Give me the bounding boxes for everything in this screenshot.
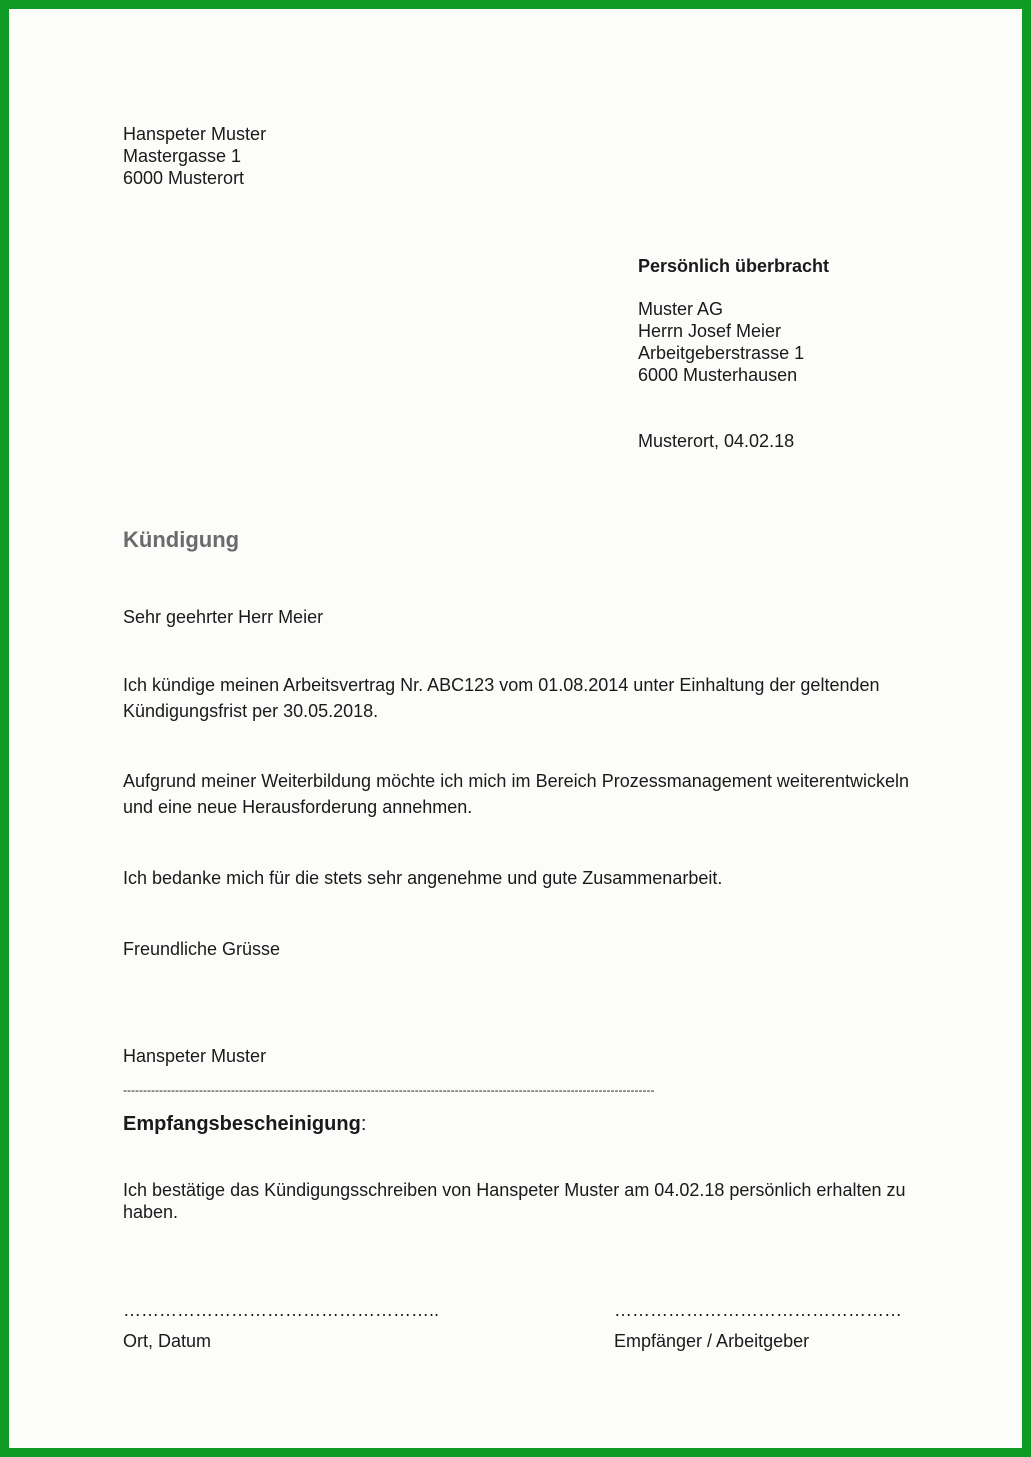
sender-address: [123, 123, 266, 189]
recipient-contact: Herrn Josef Meier: [638, 321, 782, 341]
delivery-note: Persönlich überbracht: [638, 256, 830, 276]
employer-signature-dots: …………………………………………: [614, 1300, 902, 1320]
date-signature-label: Ort, Datum: [123, 1331, 212, 1351]
sender-city: 6000 Musterort: [123, 168, 245, 188]
recipient-city: 6000 Musterhausen: [638, 365, 798, 385]
recipient-address: [638, 298, 804, 386]
receipt-text: Ich bestätige das Kündigungsschreiben von Hanspeter Muster am 04.02.18 persönlich erhalten zu haben.: [123, 1180, 906, 1222]
receipt-title: [123, 1112, 366, 1136]
salutation: Sehr geehrter Herr Meier: [123, 607, 324, 627]
paragraph-reason: Aufgrund meiner Weiterbildung möchte ich mich im Bereich Prozessmanagement weiterentwickeln und eine neue Herausforderung annehmen.: [123, 771, 909, 817]
paragraph-termination: Ich kündige meinen Arbeitsvertrag Nr. ABC123 vom 01.08.2014 unter Einhaltung der geltenden Kündigungsfrist per 30.05.2018.: [123, 675, 880, 721]
separator-line: -------------------------------------------------------------------------------------------------------------------------------------: [123, 1083, 655, 1097]
receipt-title-text: Empfangsbescheinigung: [123, 1113, 361, 1135]
subject-heading: Kündigung: [123, 527, 240, 552]
employer-signature-label: Empfänger / Arbeitgeber: [614, 1331, 810, 1351]
sender-name: Hanspeter Muster: [123, 124, 267, 144]
receipt-title-colon: :: [360, 1113, 367, 1135]
recipient-street: Arbeitgeberstrasse 1: [638, 343, 805, 363]
closing: Freundliche Grüsse: [123, 939, 281, 959]
recipient-company: Muster AG: [638, 299, 724, 319]
paragraph-thanks: Ich bedanke mich für die stets sehr angenehme und gute Zusammenarbeit.: [123, 868, 723, 888]
signature-name: Hanspeter Muster: [123, 1046, 267, 1066]
date-signature-dots: ……………………………………………..: [123, 1300, 440, 1320]
place-date: Musterort, 04.02.18: [638, 431, 795, 451]
sender-street: Mastergasse 1: [123, 146, 242, 166]
